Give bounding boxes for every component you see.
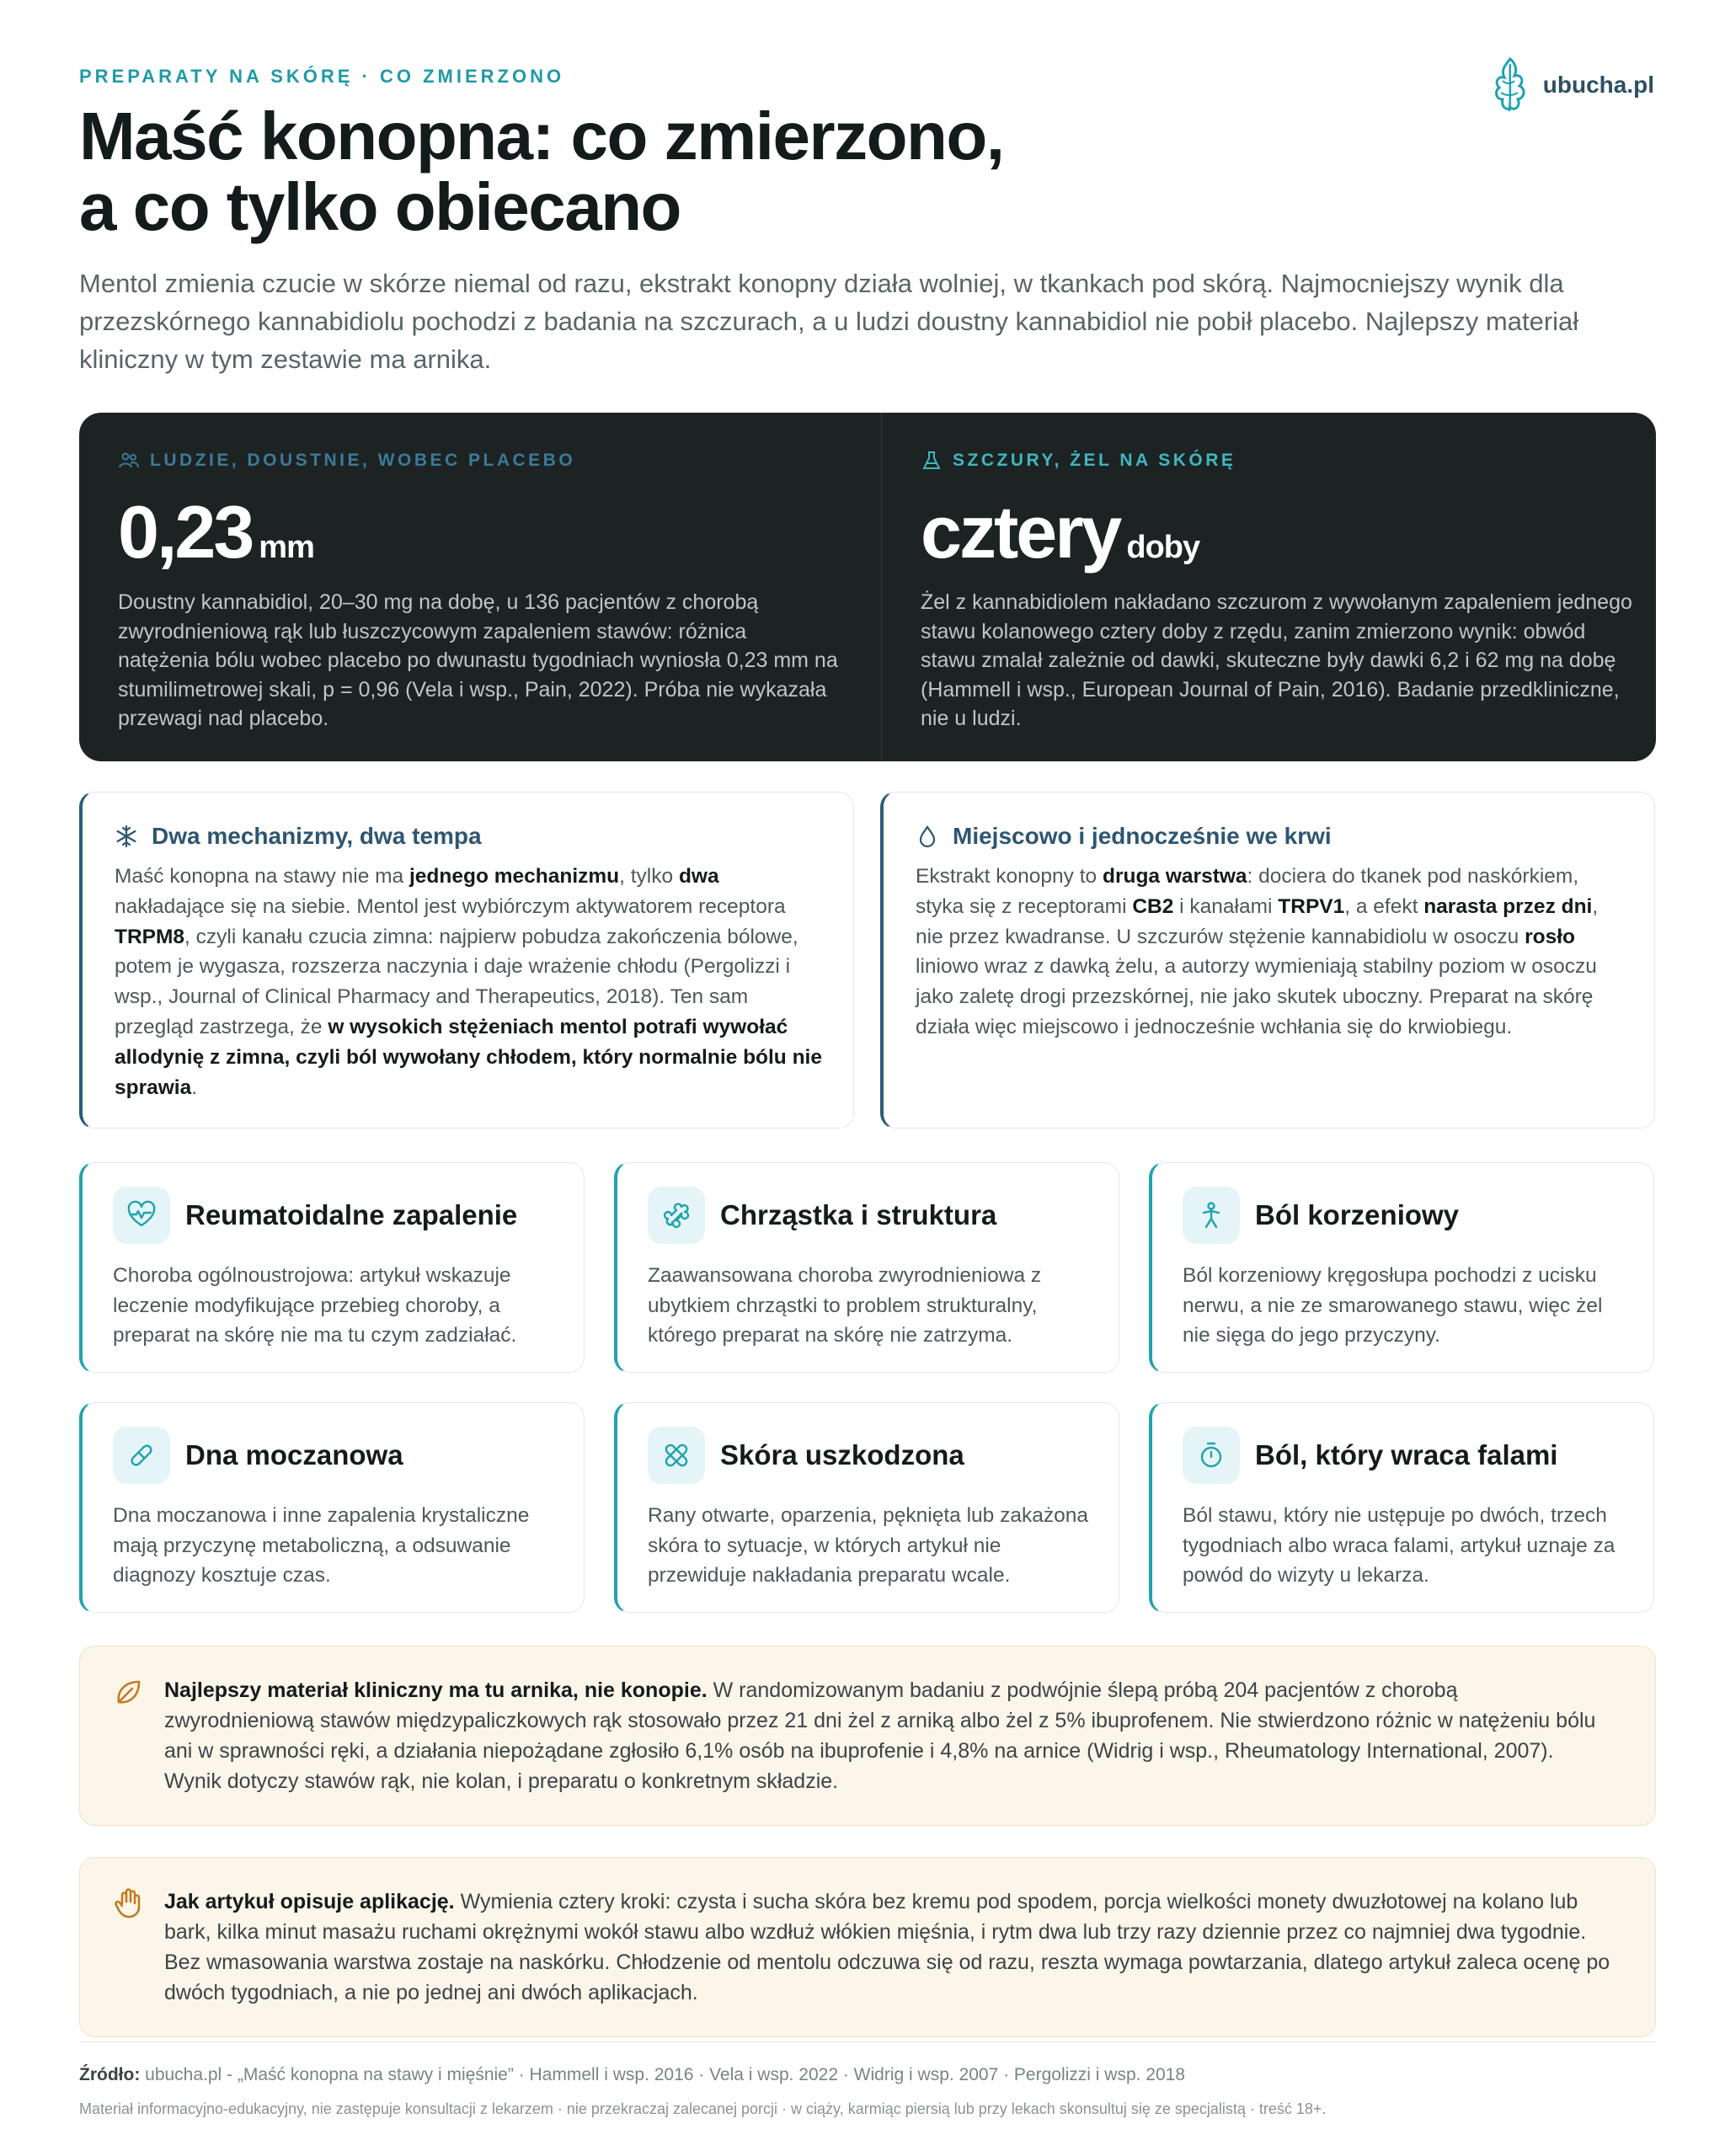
- timer-icon: [1196, 1440, 1226, 1470]
- stat-label-text: SZCZURY, ŻEL NA SKÓRĘ: [953, 451, 1236, 470]
- card-title: Reumatoidalne zapalenie: [185, 1199, 518, 1230]
- stat-unit: mm: [259, 530, 314, 565]
- card-title: Dna moczanowa: [185, 1439, 403, 1470]
- hand-icon: [112, 1886, 146, 1920]
- card-text: Ból stawu, który nie ustępuje po dwóch, trzech tygodniach albo wraca falami, artykuł uznaje za powód do wizyty u lekarza.: [1183, 1504, 1616, 1587]
- card-cartilage: [614, 1162, 1119, 1373]
- stat-value: [118, 490, 842, 574]
- stat-description: Doustny kannabidiol, 20–30 mg na dobę, u 136 pacjentów z chorobą zwyrodnieniową rąk lub łuszczycowym zapaleniem stawów: różnica natężenia bólu wobec placebo po dwunastu tygodniach wyniosła 0,23 mm na stumilimetrowej skali, p = 0,96 (Vela i wsp., Pain, 2022). Próba nie wykazała przewagi nad placebo.: [118, 590, 838, 730]
- card-damaged-skin: [614, 1402, 1119, 1613]
- heart-pulse-icon: [126, 1200, 157, 1230]
- card-text: Ból korzeniowy kręgosłupa pochodzi z ucisku nerwu, a nie ze smarowanego stawu, więc żel nie sięga do jego przyczyny.: [1183, 1264, 1603, 1347]
- card-title: Skóra uszkodzona: [720, 1439, 964, 1470]
- mechanism-heading: [916, 823, 1626, 850]
- note-arnica: [79, 1646, 1656, 1826]
- title-line-1: Maść konopna: co zmierzono,: [79, 99, 1004, 173]
- mechanism-title: Miejscowo i jednocześnie we krwi: [953, 823, 1332, 849]
- stat-label-text: LUDZIE, DOUSTNIE, WOBEC PLACEBO: [150, 451, 576, 470]
- card-title: Ból, który wraca falami: [1255, 1439, 1558, 1470]
- stat-number: cztery: [921, 490, 1120, 574]
- note-application: [79, 1857, 1656, 2037]
- mechanism-text: Maść konopna na stawy nie ma jednego mechanizmu, tylko dwa nakładające się na siebie. Mentol jest wybiórczym aktywatorem receptora TRPM8, czyli kanału czucia zimna: najpierw pobudza zakończenia bólowe, potem je wygasza, rozszerza naczynia i daje wrażenie chłodu (Pergolizzi i wsp., Journal of Clinical Pharmacy and Therapeutics, 2018). Ten sam przegląd zastrzega, że w wysokich stężeniach mentol potrafi wywołać allodynię z zimna, czyli ból wywołany chłodem, który normalnie bólu nie sprawia.: [115, 865, 822, 1099]
- hop-leaf-logo-icon: [1489, 56, 1531, 115]
- source-line: Źródło: ubucha.pl - „Maść konopna na stawy i mięśnie” · Hammell i wsp. 2016 · Vela i wsp. 2022 · Widrig i wsp. 2007 · Pergolizzi i wsp. 2018: [79, 2065, 1186, 2084]
- logo[interactable]: [1489, 56, 1654, 115]
- stat-rats: [881, 413, 1684, 761]
- stat-value: [921, 490, 1645, 574]
- note-text: Jak artykuł opisuje aplikację. Wymienia cztery kroki: czysta i sucha skóra bez kremu pod spodem, porcja wielkości monety dwuzłotowej na kolano lub bark, kilka minut masażu ruchami okrężnymi wokół stawu albo wzdłuż włókien mięśnia, i rytm dwa lub trzy razy dziennie przez co najmniej dwa tygodnie. Bez wmasowania warstwa zostaje na naskórku. Chłodzenie od mentolu odczuwa się od razu, reszta wymaga powtarzania, dlatego artykuł zaleca ocenę po dwóch tygodniach, a nie po jednej ani dwóch aplikacjach.: [164, 1890, 1610, 2004]
- leaf-icon: [112, 1675, 146, 1709]
- mechanism-card-local-and-blood: [880, 792, 1655, 1129]
- mechanism-title: Dwa mechanizmy, dwa tempa: [152, 823, 482, 849]
- logo-text: ubucha.pl: [1542, 72, 1654, 98]
- droplet-icon: [916, 825, 939, 848]
- person-icon: [1196, 1200, 1226, 1230]
- mechanism-heading: [115, 823, 825, 850]
- stat-humans: [79, 413, 881, 761]
- snowflake-icon: [115, 825, 138, 848]
- footer-divider: [79, 2041, 1656, 2042]
- title-line-2: a co tylko obiecano: [79, 169, 681, 244]
- card-text: Zaawansowana choroba zwyrodnieniowa z ubytkiem chrząstki to problem strukturalny, którego preparat na skórę nie zatrzyma.: [648, 1264, 1042, 1347]
- stats-panel: [79, 413, 1656, 761]
- card-radicular-pain: [1149, 1162, 1654, 1373]
- stat-label: [118, 450, 842, 472]
- eyebrow: PREPARATY NA SKÓRĘ · CO ZMIERZONO: [79, 66, 565, 87]
- note-text: Najlepszy materiał kliniczny ma tu arnika, nie konopie. W randomizowanym badaniu z podwójnie ślepą próbą 204 pacjentów z chorobą zwyrodnieniową stawów międzypaliczkowych rąk stosowało przez 21 dni żel z arniką albo żel z 5% ibuprofenem. Nie stwierdzono różnic w natężeniu bólu ani w sprawności ręki, a działania niepożądane zgłosiło 6,1% osób na ibuprofenie i 4,8% na arnice (Widrig i wsp., Rheumatology International, 2007). Wynik dotyczy stawów rąk, nie kolan, i preparatu o konkretnym składzie.: [164, 1678, 1596, 1793]
- stat-description: Żel z kannabidiolem nakładano szczurom z wywołanym zapaleniem jednego stawu kolanowego cztery doby z rzędu, zanim zmierzono wynik: obwód stawu zmalał zależnie od dawki, skuteczne były dawki 6,2 i 62 mg na dobę (Hammell i wsp., European Journal of Pain, 2016). Badanie przedkliniczne, nie u ludzi.: [921, 590, 1632, 730]
- bone-icon: [661, 1200, 692, 1230]
- disclaimer: Materiał informacyjno-edukacyjny, nie zastępuje konsultacji z lekarzem · nie przekraczaj zalecanej porcji · w ciąży, karmiąc piersią lub przy lekach skonsultuj się ze specjalistą · treść 18+.: [79, 2100, 1327, 2117]
- stat-label: [921, 450, 1645, 472]
- card-text: Rany otwarte, oparzenia, pęknięta lub zakażona skóra to sytuacje, w których artykuł nie przewiduje nakładania preparatu wcale.: [648, 1504, 1088, 1587]
- card-recurring-pain: [1149, 1402, 1654, 1613]
- card-title: Ból korzeniowy: [1255, 1199, 1460, 1230]
- stat-number: 0,23: [118, 490, 253, 574]
- mechanism-card-two-tempos: [79, 792, 854, 1129]
- card-rheumatoid: [79, 1162, 585, 1373]
- flask-icon: [921, 450, 943, 472]
- pill-icon: [126, 1440, 157, 1470]
- card-text: Dna moczanowa i inne zapalenia krystaliczne mają przyczynę metaboliczną, a odsuwanie diagnozy kosztuje czas.: [113, 1504, 530, 1587]
- card-gout: [79, 1402, 585, 1613]
- card-text: Choroba ogólnoustrojowa: artykuł wskazuje leczenie modyfikujące przebieg choroby, a preparat na skórę nie ma tu czym zadziałać.: [113, 1264, 517, 1347]
- stat-unit: doby: [1126, 530, 1200, 565]
- page-title: [79, 101, 1258, 243]
- bandage-icon: [661, 1440, 692, 1470]
- people-icon: [118, 450, 140, 472]
- card-title: Chrząstka i struktura: [720, 1199, 997, 1230]
- intro-paragraph: Mentol zmienia czucie w skórze niemal od razu, ekstrakt konopny działa wolniej, w tkankach pod skórą. Najmocniejszy wynik dla przezskórnego kannabidiolu pochodzi z badania na szczurach, a u ludzi doustny kannabidiol nie pobił placebo. Najlepszy materiał kliniczny w tym zestawie ma arnika.: [79, 269, 1579, 374]
- mechanism-text: Ekstrakt konopny to druga warstwa: dociera do tkanek pod naskórkiem, styka się z receptorami CB2 i kanałami TRPV1, a efekt narasta przez dni, nie przez kwadranse. U szczurów stężenie kannabidiolu w osoczu rosło liniowo wraz z dawką żelu, a autorzy wymieniają stabilny poziom w osoczu jako zaletę drogi przezskórnej, nie jako skutek uboczny. Preparat na skórę działa więc miejscowo i jednocześnie wchłania się do krwiobiegu.: [916, 865, 1599, 1038]
